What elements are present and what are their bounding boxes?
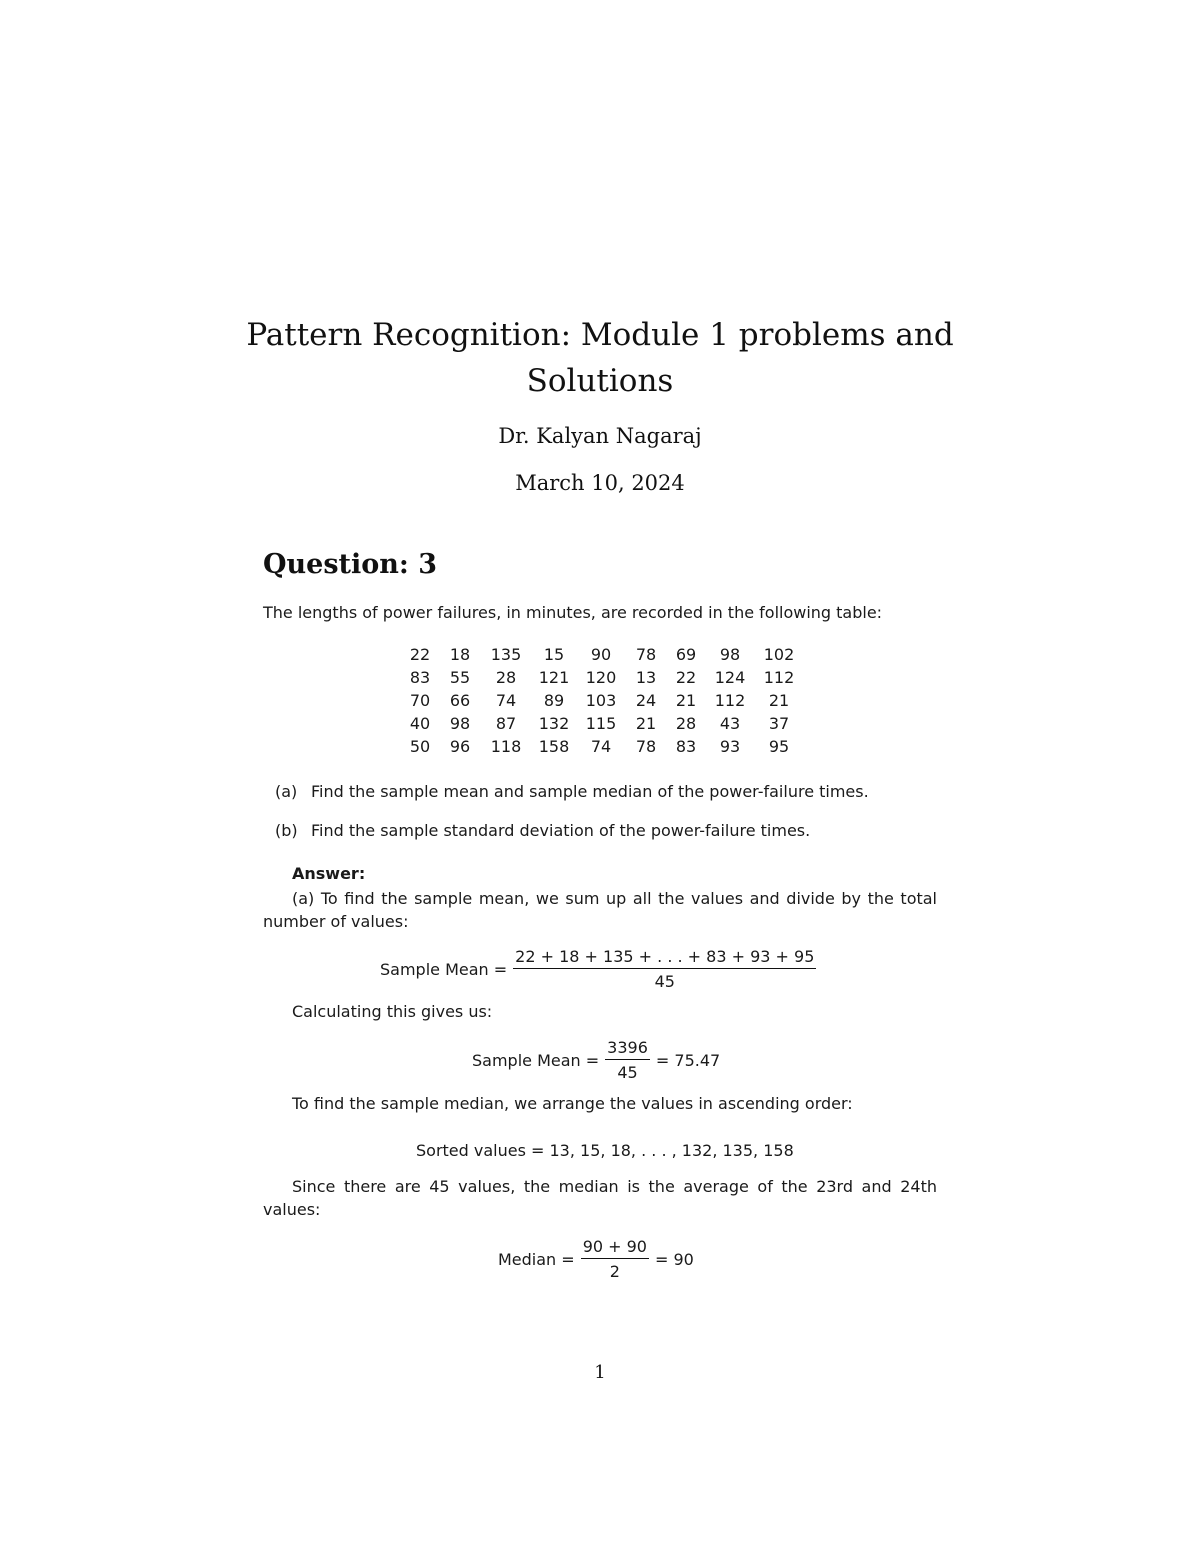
table-cell: 83: [409, 668, 431, 687]
question-heading: Question: 3: [263, 549, 438, 580]
table-cell: 78: [635, 645, 657, 664]
table-cell: 15: [543, 645, 565, 664]
table-cell: 112: [714, 691, 746, 710]
table-cell: 98: [719, 645, 741, 664]
table-cell: 93: [719, 737, 741, 756]
table-cell: 121: [538, 668, 570, 687]
table-cell: 87: [495, 714, 517, 733]
table-cell: 18: [449, 645, 471, 664]
table-cell: 55: [449, 668, 471, 687]
table-cell: 21: [635, 714, 657, 733]
sample-mean-result-equation: [472, 1038, 720, 1082]
table-cell: 118: [490, 737, 522, 756]
table-cell: 70: [409, 691, 431, 710]
table-cell: 21: [768, 691, 790, 710]
table-cell: 95: [768, 737, 790, 756]
question-intro: The lengths of power failures, in minutes, are recorded in the following table:: [263, 603, 883, 622]
item-a-label: (a): [275, 782, 298, 801]
eq1-numerator: 22 + 18 + 135 + . . . + 83 + 93 + 95: [515, 947, 815, 966]
calculating-text: Calculating this gives us:: [292, 1002, 493, 1021]
table-cell: 124: [714, 668, 746, 687]
document-date: March 10, 2024: [515, 471, 685, 495]
sample-mean-equation: [380, 947, 822, 991]
title-line-1: Pattern Recognition: Module 1 problems and: [246, 317, 954, 353]
table-cell: 83: [675, 737, 697, 756]
table-cell: 74: [590, 737, 612, 756]
item-b-label: (b): [275, 821, 298, 840]
table-cell: 50: [409, 737, 431, 756]
median-explanation: Since there are 45 values, the median is the average of the 23rd and 24th values:: [263, 1177, 937, 1219]
table-cell: 24: [635, 691, 657, 710]
title-line-2: Solutions: [526, 363, 674, 399]
table-cell: 21: [675, 691, 697, 710]
median-equation: [498, 1237, 694, 1281]
table-cell: 74: [495, 691, 517, 710]
table-cell: 69: [675, 645, 697, 664]
eq1-denominator: 45: [654, 972, 675, 991]
table-cell: 98: [449, 714, 471, 733]
table-cell: 132: [538, 714, 570, 733]
answer-paragraph-a: (a) To find the sample mean, we sum up all the values and divide by the total number of values:: [263, 889, 937, 931]
table-cell: 37: [768, 714, 790, 733]
table-cell: 102: [763, 645, 795, 664]
question-item-b: [275, 821, 810, 840]
eq2-fraction: [605, 1038, 650, 1082]
eq2-numerator: 3396: [607, 1038, 648, 1057]
eq2-lhs: Sample Mean =: [472, 1050, 600, 1070]
table-cell: 28: [675, 714, 697, 733]
table-cell: 103: [585, 691, 617, 710]
eq4-numerator: 90 + 90: [582, 1237, 647, 1256]
table-row: [400, 666, 804, 689]
table-cell: 22: [409, 645, 431, 664]
table-row: [400, 689, 804, 712]
page-number: 1: [594, 1362, 606, 1383]
table-cell: 43: [719, 714, 741, 733]
item-b-text: Find the sample standard deviation of the power-failure times.: [311, 821, 811, 840]
question-item-a: [275, 782, 869, 801]
table-cell: 120: [585, 668, 617, 687]
eq4-denominator: 2: [609, 1262, 620, 1281]
table-cell: 40: [409, 714, 431, 733]
answer-label: Answer:: [292, 864, 366, 883]
table-cell: 90: [590, 645, 612, 664]
table-cell: 115: [585, 714, 617, 733]
table-cell: 89: [543, 691, 565, 710]
eq4-fraction: [581, 1237, 649, 1281]
table-cell: 28: [495, 668, 517, 687]
eq2-denominator: 45: [617, 1063, 638, 1082]
table-cell: 158: [538, 737, 570, 756]
median-intro-text: To find the sample median, we arrange the values in ascending order:: [292, 1094, 853, 1113]
table-body: [400, 643, 804, 758]
table-cell: 78: [635, 737, 657, 756]
table-cell: 22: [675, 668, 697, 687]
eq4-rhs: = 90: [654, 1249, 694, 1269]
table-row: [400, 735, 804, 758]
table-cell: 66: [449, 691, 471, 710]
table-row: [400, 712, 804, 735]
table-cell: 13: [635, 668, 657, 687]
author-name: Dr. Kalyan Nagaraj: [498, 424, 702, 448]
table-cell: 112: [763, 668, 795, 687]
eq2-rhs: = 75.47: [655, 1050, 721, 1070]
document-title: [200, 312, 1000, 404]
sorted-values-equation: Sorted values = 13, 15, 18, . . . , 132, 135, 158: [416, 1141, 794, 1160]
table-cell: 135: [490, 645, 522, 664]
power-failure-table: [400, 643, 804, 758]
eq1-lhs: Sample Mean =: [380, 959, 508, 979]
eq4-lhs: Median =: [498, 1249, 575, 1269]
table-cell: 96: [449, 737, 471, 756]
item-a-text: Find the sample mean and sample median of the power-failure times.: [311, 782, 869, 801]
eq1-fraction: [513, 947, 816, 991]
table-row: [400, 643, 804, 666]
